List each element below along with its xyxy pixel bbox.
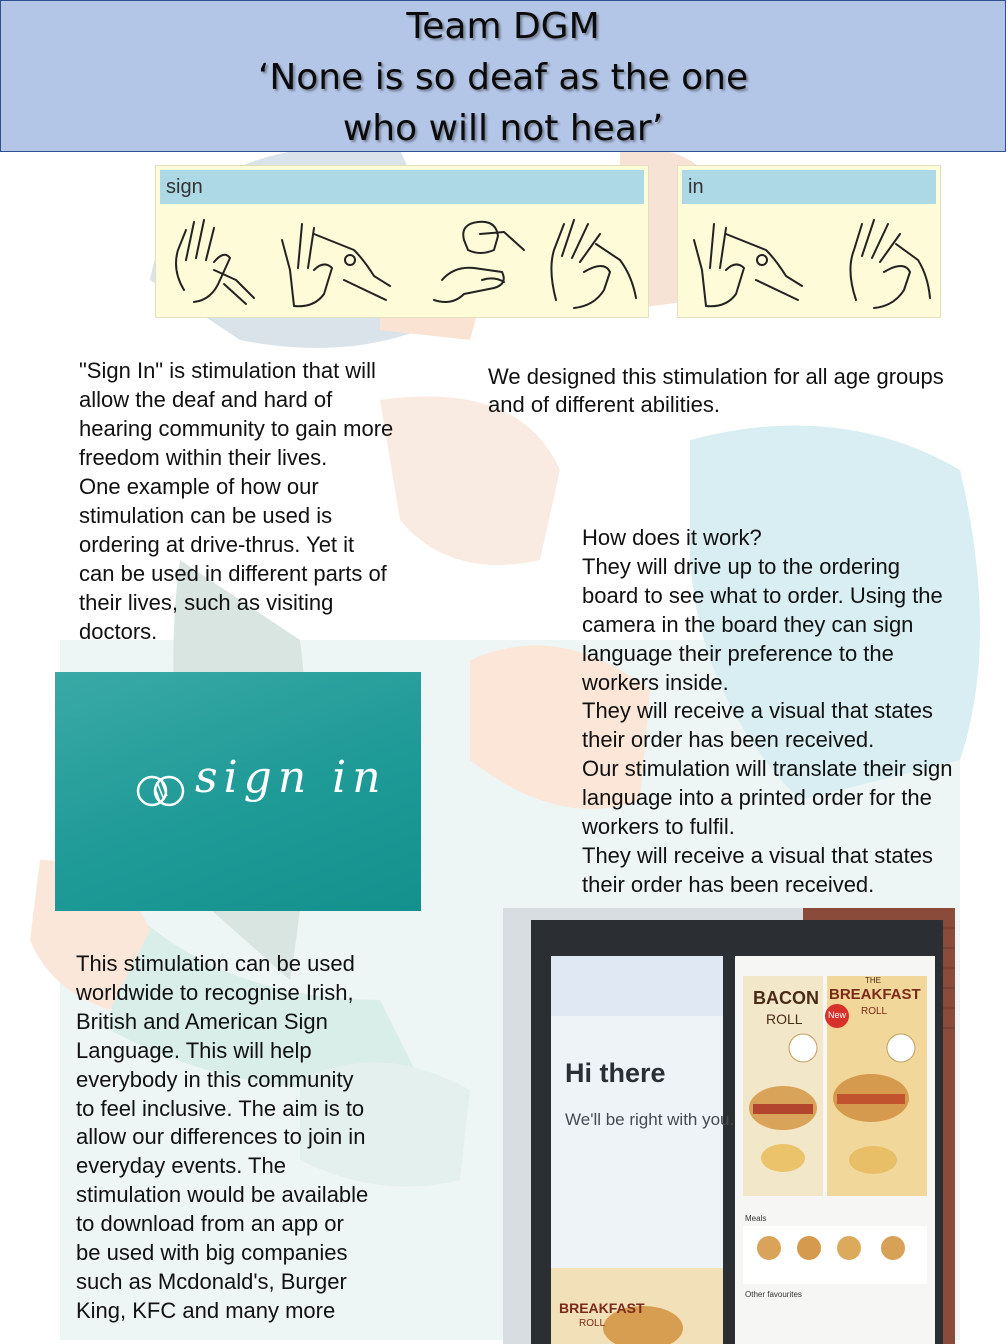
logo-rings-icon bbox=[135, 774, 189, 808]
how-line: workers to fulfil. bbox=[582, 814, 735, 840]
audience-line: We designed this stimulation for all age groups bbox=[488, 364, 944, 389]
worldwide-line: stimulation would be available bbox=[76, 1182, 369, 1208]
in-word-label: in bbox=[682, 170, 936, 204]
how-line: They will drive up to the ordering bbox=[582, 553, 900, 579]
title-banner bbox=[0, 0, 1006, 152]
intro-paragraph bbox=[79, 356, 439, 646]
audience-paragraph bbox=[488, 363, 1003, 419]
how-line: board to see what to order. Using the bbox=[582, 582, 943, 608]
sign-card-in bbox=[677, 165, 941, 318]
sign-in-logo bbox=[55, 672, 421, 911]
worldwide-line: everyday events. The bbox=[76, 1153, 286, 1179]
logo-text: sign in bbox=[195, 752, 387, 803]
worldwide-line: This stimulation can be used bbox=[76, 951, 355, 976]
worldwide-line: allow our differences to join in bbox=[76, 1124, 366, 1150]
motto-line-2: who will not hear’ bbox=[342, 108, 664, 149]
greeting-subtext: We'll be right with you. bbox=[565, 1110, 735, 1129]
worldwide-line: King, KFC and many more bbox=[76, 1297, 336, 1323]
intro-line: "Sign In" is stimulation that will bbox=[79, 358, 376, 383]
intro-line: their lives, such as visiting bbox=[79, 590, 334, 615]
greeting-text: Hi there bbox=[565, 1058, 666, 1088]
intro-line: One example of how our bbox=[79, 474, 319, 499]
how-line: They will receive a visual that states bbox=[582, 698, 933, 724]
how-line: workers inside. bbox=[582, 669, 729, 695]
other-favourites-heading: Other favourites bbox=[745, 1290, 802, 1299]
worldwide-line: to feel inclusive. The aim is to bbox=[76, 1095, 365, 1121]
intro-line: ordering at drive-thrus. Yet it bbox=[79, 532, 355, 557]
audience-line: and of different abilities. bbox=[488, 392, 720, 417]
worldwide-line: worldwide to recognise Irish, bbox=[76, 979, 354, 1005]
worldwide-paragraph bbox=[76, 950, 436, 1326]
how-heading: How does it work? bbox=[582, 525, 762, 550]
breakfast-roll-subtitle: ROLL bbox=[861, 1006, 888, 1017]
bottom-breakfast-roll: ROLL bbox=[579, 1318, 606, 1329]
intro-line: allow the deaf and hard of bbox=[79, 387, 333, 412]
worldwide-line: such as Mcdonald's, Burger bbox=[76, 1268, 347, 1294]
worldwide-line: to download from an app or bbox=[76, 1211, 344, 1237]
team-name: Team DGM bbox=[406, 6, 600, 47]
worldwide-line: everybody in this community bbox=[76, 1066, 354, 1092]
intro-line: doctors. bbox=[79, 619, 158, 644]
new-badge: New bbox=[828, 1010, 847, 1020]
sign-gesture-icons bbox=[164, 210, 644, 314]
in-gesture-icons bbox=[686, 210, 936, 314]
bacon-roll-subtitle: ROLL bbox=[766, 1011, 803, 1027]
how-line: their order has been received. bbox=[582, 871, 875, 897]
intro-line: freedom within their lives. bbox=[79, 445, 328, 470]
breakfast-roll-title: BREAKFAST bbox=[829, 986, 921, 1003]
drive-thru-board-photo bbox=[503, 908, 955, 1344]
how-it-works-paragraph bbox=[582, 524, 1002, 900]
worldwide-line: British and American Sign bbox=[76, 1008, 328, 1034]
worldwide-line: be used with big companies bbox=[76, 1240, 348, 1266]
how-line: They will receive a visual that states bbox=[582, 842, 933, 868]
intro-line: can be used in different parts of bbox=[79, 561, 387, 586]
intro-line: stimulation can be used is bbox=[79, 503, 333, 528]
motto-line-1: ‘None is so deaf as the one bbox=[257, 57, 749, 98]
how-line: their order has been received. bbox=[582, 727, 875, 753]
breakfast-roll-the: THE bbox=[865, 976, 881, 985]
meals-heading: Meals bbox=[745, 1214, 767, 1223]
sign-card-sign bbox=[155, 165, 649, 318]
how-line: language into a printed order for the bbox=[582, 785, 932, 811]
how-line: Our stimulation will translate their sign bbox=[582, 756, 953, 782]
worldwide-line: Language. This will help bbox=[76, 1037, 312, 1063]
sign-word-label: sign bbox=[160, 170, 644, 204]
bacon-roll-title: BACON bbox=[753, 988, 819, 1008]
how-line: camera in the board they can sign bbox=[582, 611, 914, 637]
intro-line: hearing community to gain more bbox=[79, 416, 394, 441]
how-line: language their preference to the bbox=[582, 640, 894, 666]
bottom-breakfast-title: BREAKFAST bbox=[559, 1300, 645, 1316]
